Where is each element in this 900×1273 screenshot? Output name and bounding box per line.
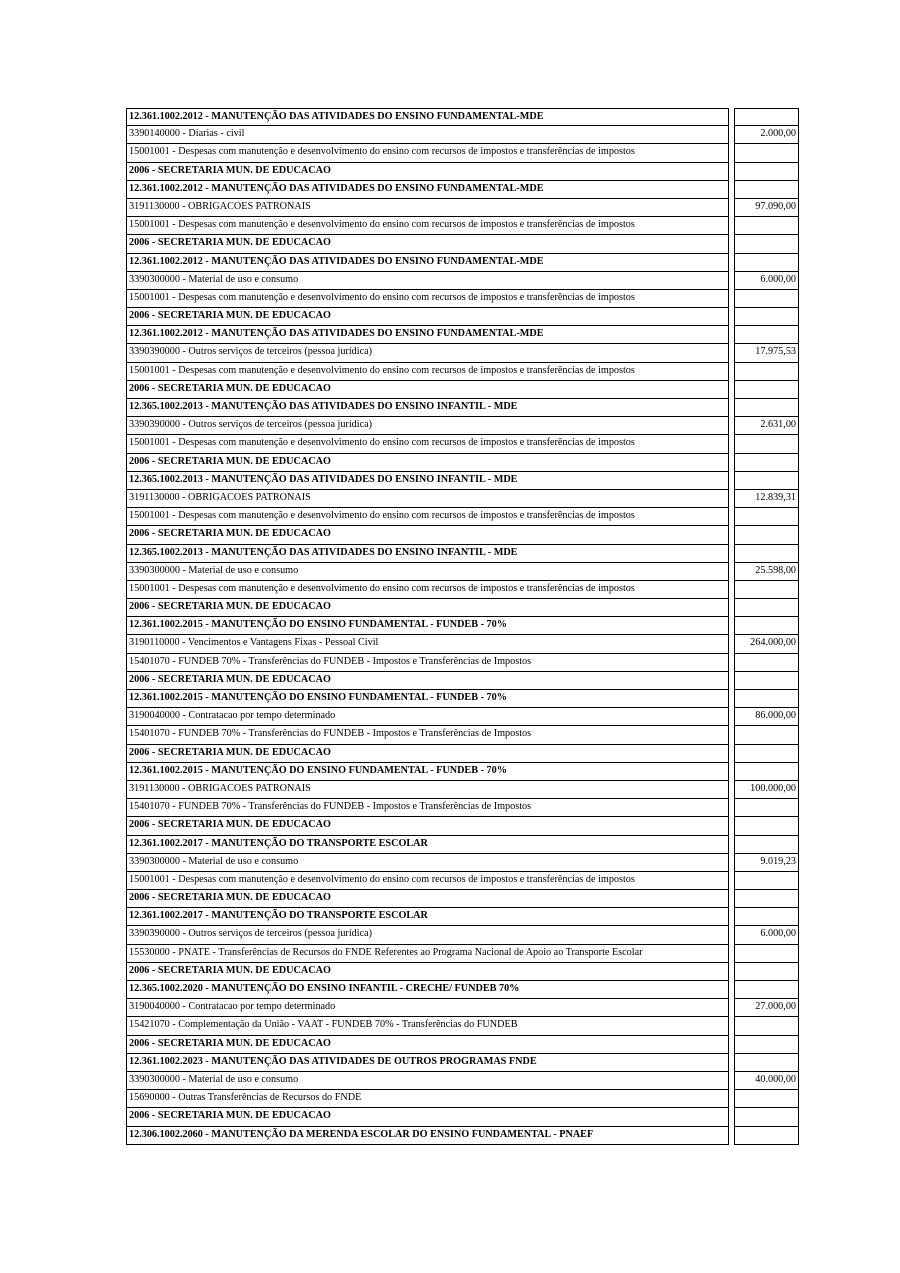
row-description: 3191130000 - OBRIGACOES PATRONAIS — [126, 489, 729, 508]
row-amount — [734, 380, 799, 399]
row-heading: 12.365.1002.2013 - MANUTENÇÃO DAS ATIVIDADES DO ENSINO INFANTIL - MDE — [126, 471, 729, 490]
table-row — [126, 108, 799, 126]
row-description: 3390300000 - Material de uso e consumo — [126, 853, 729, 872]
row-heading: 12.365.1002.2020 - MANUTENÇÃO DO ENSINO INFANTIL - CRECHE/ FUNDEB 70% — [126, 980, 729, 999]
row-amount — [734, 616, 799, 635]
row-heading: 12.361.1002.2017 - MANUTENÇÃO DO TRANSPORTE ESCOLAR — [126, 835, 729, 854]
table-row — [126, 199, 799, 217]
table-row — [126, 836, 799, 854]
row-amount — [734, 1107, 799, 1126]
row-description: 15530000 - PNATE - Transferências de Recursos do FNDE Referentes ao Programa Nacional de Apoio ao Transporte Escolar — [126, 944, 729, 963]
row-description: 3390390000 - Outros serviços de terceiros (pessoa jurídica) — [126, 416, 729, 435]
row-description: 3390390000 - Outros serviços de terceiros (pessoa jurídica) — [126, 925, 729, 944]
row-amount: 27.000,00 — [734, 998, 799, 1017]
table-row — [126, 581, 799, 599]
row-amount — [734, 325, 799, 344]
row-heading: 2006 - SECRETARIA MUN. DE EDUCACAO — [126, 889, 729, 908]
table-row — [126, 435, 799, 453]
table-row — [126, 854, 799, 872]
row-amount — [734, 362, 799, 381]
row-heading: 2006 - SECRETARIA MUN. DE EDUCACAO — [126, 816, 729, 835]
table-row — [126, 526, 799, 544]
row-amount — [734, 1126, 799, 1145]
table-row — [126, 272, 799, 290]
table-row — [126, 217, 799, 235]
table-row — [126, 890, 799, 908]
table-row — [126, 126, 799, 144]
row-heading: 2006 - SECRETARIA MUN. DE EDUCACAO — [126, 307, 729, 326]
table-row — [126, 308, 799, 326]
table-row — [126, 1127, 799, 1145]
row-description: 3390140000 - Diarias - civil — [126, 125, 729, 144]
row-amount — [734, 744, 799, 763]
row-amount — [734, 525, 799, 544]
row-description: 15001001 - Despesas com manutenção e desenvolvimento do ensino com recursos de impostos e transferências de impostos — [126, 507, 729, 526]
row-heading: 2006 - SECRETARIA MUN. DE EDUCACAO — [126, 744, 729, 763]
table-row — [126, 163, 799, 181]
row-amount — [734, 835, 799, 854]
row-amount — [734, 962, 799, 981]
row-amount: 17.975,53 — [734, 343, 799, 362]
row-amount — [734, 434, 799, 453]
row-amount — [734, 725, 799, 744]
row-amount — [734, 689, 799, 708]
row-heading: 2006 - SECRETARIA MUN. DE EDUCACAO — [126, 234, 729, 253]
table-row — [126, 144, 799, 162]
table-row — [126, 1054, 799, 1072]
row-description: 15001001 - Despesas com manutenção e desenvolvimento do ensino com recursos de impostos e transferências de impostos — [126, 216, 729, 235]
row-amount: 6.000,00 — [734, 925, 799, 944]
table-row — [126, 235, 799, 253]
row-amount — [734, 471, 799, 490]
row-amount — [734, 507, 799, 526]
row-amount — [734, 871, 799, 890]
row-description: 3191130000 - OBRIGACOES PATRONAIS — [126, 198, 729, 217]
table-row — [126, 654, 799, 672]
table-row — [126, 945, 799, 963]
row-description: 3190040000 - Contratacao por tempo determinado — [126, 707, 729, 726]
row-amount — [734, 162, 799, 181]
row-amount — [734, 1016, 799, 1035]
table-row — [126, 254, 799, 272]
table-row — [126, 908, 799, 926]
row-heading: 12.365.1002.2013 - MANUTENÇÃO DAS ATIVIDADES DO ENSINO INFANTIL - MDE — [126, 398, 729, 417]
table-row — [126, 563, 799, 581]
row-description: 15001001 - Despesas com manutenção e desenvolvimento do ensino com recursos de impostos e transferências de impostos — [126, 362, 729, 381]
row-amount — [734, 762, 799, 781]
row-amount — [734, 253, 799, 272]
row-description: 3190110000 - Vencimentos e Vantagens Fixas - Pessoal Civil — [126, 634, 729, 653]
row-heading: 12.361.1002.2017 - MANUTENÇÃO DO TRANSPORTE ESCOLAR — [126, 907, 729, 926]
table-row — [126, 617, 799, 635]
row-amount: 40.000,00 — [734, 1071, 799, 1090]
row-heading: 12.361.1002.2012 - MANUTENÇÃO DAS ATIVIDADES DO ENSINO FUNDAMENTAL-MDE — [126, 325, 729, 344]
row-amount: 25.598,00 — [734, 562, 799, 581]
row-description: 15401070 - FUNDEB 70% - Transferências do FUNDEB - Impostos e Transferências de Impostos — [126, 725, 729, 744]
table-row — [126, 690, 799, 708]
row-heading: 12.361.1002.2012 - MANUTENÇÃO DAS ATIVIDADES DO ENSINO FUNDAMENTAL-MDE — [126, 180, 729, 199]
row-description: 15401070 - FUNDEB 70% - Transferências do FUNDEB - Impostos e Transferências de Impostos — [126, 653, 729, 672]
row-amount — [734, 907, 799, 926]
table-row — [126, 872, 799, 890]
table-row — [126, 726, 799, 744]
row-heading: 12.361.1002.2015 - MANUTENÇÃO DO ENSINO FUNDAMENTAL - FUNDEB - 70% — [126, 762, 729, 781]
table-row — [126, 454, 799, 472]
row-amount — [734, 671, 799, 690]
row-amount — [734, 108, 799, 126]
row-amount — [734, 889, 799, 908]
row-heading: 12.361.1002.2012 - MANUTENÇÃO DAS ATIVIDADES DO ENSINO FUNDAMENTAL-MDE — [126, 108, 729, 126]
row-description: 15401070 - FUNDEB 70% - Transferências do FUNDEB - Impostos e Transferências de Impostos — [126, 798, 729, 817]
row-heading: 12.306.1002.2060 - MANUTENÇÃO DA MERENDA ESCOLAR DO ENSINO FUNDAMENTAL - PNAEF — [126, 1126, 729, 1145]
table-row — [126, 926, 799, 944]
budget-table — [126, 108, 799, 1145]
table-row — [126, 599, 799, 617]
row-amount: 2.631,00 — [734, 416, 799, 435]
row-amount: 97.090,00 — [734, 198, 799, 217]
table-row — [126, 363, 799, 381]
table-row — [126, 399, 799, 417]
table-row — [126, 508, 799, 526]
table-row — [126, 817, 799, 835]
row-amount — [734, 944, 799, 963]
table-row — [126, 745, 799, 763]
table-row — [126, 1017, 799, 1035]
row-amount: 100.000,00 — [734, 780, 799, 799]
row-amount — [734, 216, 799, 235]
row-amount — [734, 598, 799, 617]
row-description: 3390390000 - Outros serviços de terceiros (pessoa jurídica) — [126, 343, 729, 362]
row-description: 15001001 - Despesas com manutenção e desenvolvimento do ensino com recursos de impostos e transferências de impostos — [126, 289, 729, 308]
table-row — [126, 1108, 799, 1126]
row-amount: 86.000,00 — [734, 707, 799, 726]
table-row — [126, 799, 799, 817]
table-row — [126, 290, 799, 308]
row-amount — [734, 307, 799, 326]
table-row — [126, 635, 799, 653]
row-amount — [734, 580, 799, 599]
row-amount — [734, 1053, 799, 1072]
row-heading: 12.361.1002.2015 - MANUTENÇÃO DO ENSINO FUNDAMENTAL - FUNDEB - 70% — [126, 689, 729, 708]
table-row — [126, 417, 799, 435]
row-amount — [734, 816, 799, 835]
table-row — [126, 490, 799, 508]
row-heading: 12.365.1002.2013 - MANUTENÇÃO DAS ATIVIDADES DO ENSINO INFANTIL - MDE — [126, 544, 729, 563]
table-row — [126, 781, 799, 799]
table-row — [126, 708, 799, 726]
row-heading: 2006 - SECRETARIA MUN. DE EDUCACAO — [126, 380, 729, 399]
row-amount — [734, 143, 799, 162]
row-amount — [734, 234, 799, 253]
table-row — [126, 326, 799, 344]
row-description: 3390300000 - Material de uso e consumo — [126, 271, 729, 290]
row-heading: 12.361.1002.2023 - MANUTENÇÃO DAS ATIVIDADES DE OUTROS PROGRAMAS FNDE — [126, 1053, 729, 1072]
row-description: 3191130000 - OBRIGACOES PATRONAIS — [126, 780, 729, 799]
row-amount — [734, 398, 799, 417]
row-heading: 2006 - SECRETARIA MUN. DE EDUCACAO — [126, 1035, 729, 1054]
table-row — [126, 381, 799, 399]
row-amount — [734, 1035, 799, 1054]
row-amount — [734, 1089, 799, 1108]
table-row — [126, 545, 799, 563]
row-amount — [734, 653, 799, 672]
row-amount: 264.000,00 — [734, 634, 799, 653]
row-heading: 2006 - SECRETARIA MUN. DE EDUCACAO — [126, 598, 729, 617]
row-amount: 9.019,23 — [734, 853, 799, 872]
row-heading: 2006 - SECRETARIA MUN. DE EDUCACAO — [126, 453, 729, 472]
row-heading: 12.361.1002.2015 - MANUTENÇÃO DO ENSINO FUNDAMENTAL - FUNDEB - 70% — [126, 616, 729, 635]
table-row — [126, 672, 799, 690]
row-description: 15690000 - Outras Transferências de Recursos do FNDE — [126, 1089, 729, 1108]
row-amount — [734, 980, 799, 999]
row-heading: 2006 - SECRETARIA MUN. DE EDUCACAO — [126, 1107, 729, 1126]
row-description: 15001001 - Despesas com manutenção e desenvolvimento do ensino com recursos de impostos e transferências de impostos — [126, 871, 729, 890]
row-amount: 12.839,31 — [734, 489, 799, 508]
table-row — [126, 344, 799, 362]
row-amount — [734, 180, 799, 199]
row-amount — [734, 544, 799, 563]
row-amount — [734, 289, 799, 308]
table-row — [126, 1072, 799, 1090]
row-heading: 2006 - SECRETARIA MUN. DE EDUCACAO — [126, 525, 729, 544]
row-amount: 2.000,00 — [734, 125, 799, 144]
row-heading: 12.361.1002.2012 - MANUTENÇÃO DAS ATIVIDADES DO ENSINO FUNDAMENTAL-MDE — [126, 253, 729, 272]
table-row — [126, 999, 799, 1017]
table-row — [126, 963, 799, 981]
table-row — [126, 181, 799, 199]
row-amount — [734, 453, 799, 472]
table-row — [126, 1090, 799, 1108]
row-description: 15421070 - Complementação da União - VAAT - FUNDEB 70% - Transferências do FUNDEB — [126, 1016, 729, 1035]
row-description: 15001001 - Despesas com manutenção e desenvolvimento do ensino com recursos de impostos e transferências de impostos — [126, 434, 729, 453]
row-description: 3390300000 - Material de uso e consumo — [126, 562, 729, 581]
table-row — [126, 1036, 799, 1054]
row-amount: 6.000,00 — [734, 271, 799, 290]
table-row — [126, 981, 799, 999]
row-heading: 2006 - SECRETARIA MUN. DE EDUCACAO — [126, 962, 729, 981]
row-description: 3190040000 - Contratacao por tempo determinado — [126, 998, 729, 1017]
table-row — [126, 472, 799, 490]
row-amount — [734, 798, 799, 817]
row-description: 3390300000 - Material de uso e consumo — [126, 1071, 729, 1090]
row-description: 15001001 - Despesas com manutenção e desenvolvimento do ensino com recursos de impostos e transferências de impostos — [126, 143, 729, 162]
table-row — [126, 763, 799, 781]
row-heading: 2006 - SECRETARIA MUN. DE EDUCACAO — [126, 671, 729, 690]
row-description: 15001001 - Despesas com manutenção e desenvolvimento do ensino com recursos de impostos e transferências de impostos — [126, 580, 729, 599]
row-heading: 2006 - SECRETARIA MUN. DE EDUCACAO — [126, 162, 729, 181]
